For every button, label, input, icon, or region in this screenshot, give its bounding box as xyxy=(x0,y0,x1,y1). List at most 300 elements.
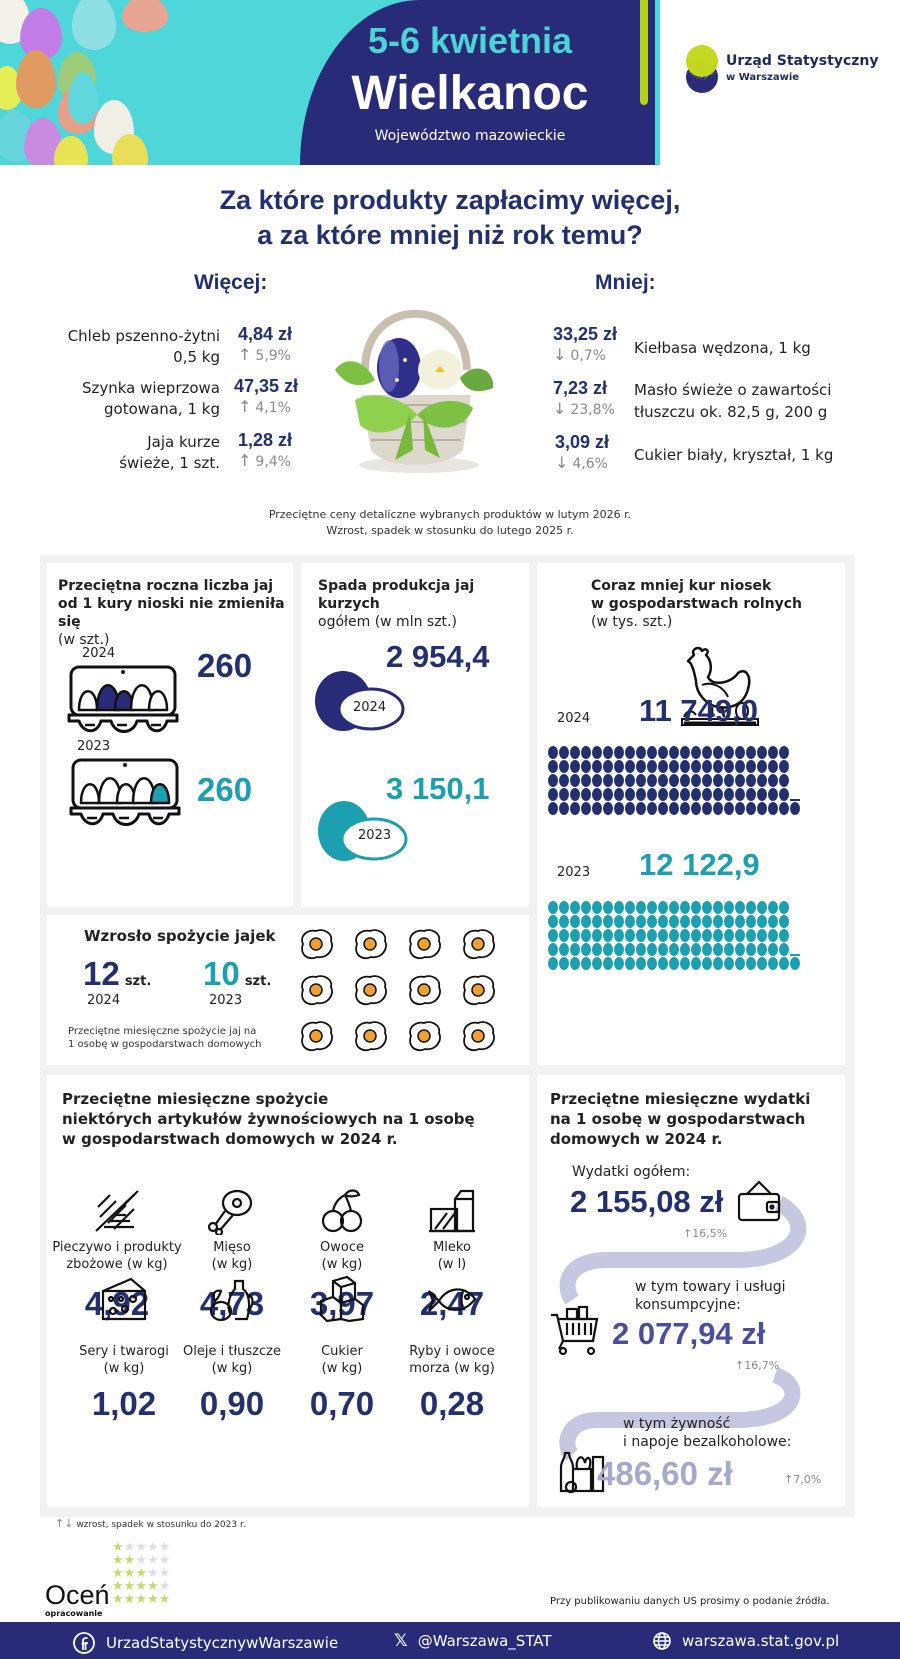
star-icon: ★ xyxy=(135,1553,147,1568)
hen-dot xyxy=(691,788,701,801)
logo-city: w Warszawie xyxy=(726,72,800,83)
hen-dot xyxy=(691,915,701,928)
year-label: 2023 xyxy=(77,739,111,754)
hen-dot xyxy=(647,901,657,914)
cherries-icon xyxy=(315,1187,369,1235)
hen-dot xyxy=(625,929,635,942)
fried-egg-icon xyxy=(405,1019,443,1053)
hen-dot xyxy=(779,774,789,787)
hen-dot xyxy=(625,760,635,773)
hen-dot xyxy=(625,746,635,759)
hen-dot xyxy=(680,774,690,787)
fried-eggs-pictogram xyxy=(297,927,517,1065)
food-item-milk: Mleko (w l) 2,47 xyxy=(397,1187,507,1323)
star-icon: ★ xyxy=(112,1566,124,1581)
hen-dot xyxy=(669,929,679,942)
less-item-label: Masło świeże o zawartości tłuszczu ok. 82,5 g, 200 g xyxy=(634,381,832,421)
food-value: 2,47 xyxy=(419,1285,485,1322)
hen-dot xyxy=(614,774,624,787)
meat-icon xyxy=(205,1187,259,1235)
fried-egg-icon xyxy=(351,973,389,1007)
oil-icon xyxy=(205,1275,259,1323)
twitter-link[interactable]: 𝕏 @Warszawa_STAT xyxy=(394,1631,552,1651)
hen-dot xyxy=(724,929,734,942)
card-title: od 1 kury nioski nie zmieniła się xyxy=(58,596,285,630)
fried-egg-icon xyxy=(351,1019,389,1053)
hen-dot xyxy=(779,929,789,942)
hen-dot xyxy=(790,802,800,815)
hen-dot xyxy=(603,929,613,942)
prices-question xyxy=(0,183,900,253)
hens-2023-pictogram xyxy=(548,901,801,971)
us-logo-icon xyxy=(684,44,724,96)
hen-dot xyxy=(581,802,591,815)
star-icon: ★ xyxy=(135,1592,147,1607)
more-item-price: 47,35 zł ↑ 4,1% xyxy=(234,376,299,416)
fried-egg-icon xyxy=(297,973,335,1007)
eggs-per-hen-value: 260 xyxy=(197,647,253,684)
hen-dot xyxy=(570,929,580,942)
fried-egg-icon xyxy=(405,973,443,1007)
hen-dot xyxy=(680,915,690,928)
hen-dot xyxy=(779,760,789,773)
hen-dot xyxy=(636,774,646,787)
egg-consumption-card xyxy=(47,915,529,1065)
hen-dot xyxy=(548,760,558,773)
hen-dot xyxy=(581,915,591,928)
card-title: Przeciętne miesięczne spożycie xyxy=(62,1090,329,1108)
website-link[interactable]: warszawa.stat.gov.pl xyxy=(652,1631,839,1651)
hen-dot xyxy=(691,802,701,815)
star-icon: ★ xyxy=(123,1553,136,1568)
hen-dot xyxy=(713,788,723,801)
facebook-link[interactable]: UrzadStatystycznywWarszawie xyxy=(72,1631,338,1655)
hen-dot xyxy=(669,746,679,759)
food-item-oils: Oleje i tłuszcze (w kg) 0,90 xyxy=(177,1275,287,1423)
hen-dot xyxy=(790,799,800,801)
hen-dot xyxy=(559,957,569,970)
question-line-1: Za które produkty zapłacimy więcej, xyxy=(219,185,681,215)
year-label: 2024 xyxy=(557,711,591,726)
card-title: Wzrosło spożycie jajek xyxy=(84,927,276,945)
hen-dot xyxy=(790,929,800,942)
change-legend: ↑↓ wzrost, spadek w stosunku do 2023 r. xyxy=(55,1517,246,1530)
hen-dot xyxy=(735,788,745,801)
hen-dot xyxy=(702,901,712,914)
sugar-cubes-icon xyxy=(315,1275,369,1323)
less-item-label: Cukier biały, kryształ, 1 kg xyxy=(634,446,834,464)
year-label: 2024 xyxy=(82,646,116,661)
star-icon: ★ xyxy=(112,1540,124,1555)
hen-dot xyxy=(592,957,602,970)
card-unit: (w szt.) xyxy=(58,632,110,648)
star-icon: ★ xyxy=(123,1566,136,1581)
hen-dot xyxy=(724,760,734,773)
hen-dot xyxy=(768,788,778,801)
hen-dot xyxy=(570,788,580,801)
food-label: w tym żywność i napoje bezalkoholowe: xyxy=(623,1416,792,1450)
hen-dot xyxy=(757,760,767,773)
hen-dot xyxy=(779,901,789,914)
hen-dot xyxy=(614,760,624,773)
food-item-meat: Mięso (w kg) 4,73 xyxy=(177,1187,287,1323)
hen-dot xyxy=(636,929,646,942)
egg-carton-icon xyxy=(67,665,179,735)
hen-dot xyxy=(592,802,602,815)
hen-dot xyxy=(559,774,569,787)
hen-dot xyxy=(702,915,712,928)
wheat-icon xyxy=(90,1187,144,1235)
hen-dot xyxy=(746,746,756,759)
hen-dot xyxy=(669,943,679,956)
hen-dot xyxy=(768,746,778,759)
star-icon: ★ xyxy=(123,1579,136,1594)
arrow-down-icon: ↓ xyxy=(555,453,569,472)
hen-dot xyxy=(757,915,767,928)
hen-dot xyxy=(779,788,789,801)
hens-value: 12 122,9 xyxy=(639,847,760,882)
hen-dot xyxy=(636,957,646,970)
hen-dot xyxy=(658,802,668,815)
hen-dot xyxy=(658,915,668,928)
hen-dot xyxy=(658,943,668,956)
footer-bar xyxy=(0,1622,900,1659)
hen-dot xyxy=(724,746,734,759)
hen-dot xyxy=(691,957,701,970)
hen-dot xyxy=(581,957,591,970)
hen-dot xyxy=(691,774,701,787)
food-value: 4,92 xyxy=(84,1285,150,1322)
hen-dot xyxy=(636,746,646,759)
header-title: Wielkanoc xyxy=(351,67,589,120)
hen-dot xyxy=(658,746,668,759)
easter-basket-image xyxy=(335,300,495,475)
hen-dot xyxy=(669,901,679,914)
hen-dot xyxy=(713,929,723,942)
hen-dot xyxy=(768,901,778,914)
hen-dot xyxy=(548,774,558,787)
hen-dot xyxy=(724,901,734,914)
hen-dot xyxy=(724,957,734,970)
arrow-up-icon: ↑ xyxy=(238,451,252,470)
hen-dot xyxy=(570,915,580,928)
card-title: Spada produkcja jaj kurzych xyxy=(318,578,475,612)
consumption-note: Przeciętne miesięczne spożycie jaj na 1 osobę w gospodarstwach domowych xyxy=(68,1026,262,1050)
hen-dot xyxy=(702,746,712,759)
hen-dot xyxy=(680,901,690,914)
hens-value: 11 749,0 xyxy=(639,693,758,728)
hen-dot xyxy=(702,957,712,970)
hen-dot xyxy=(713,943,723,956)
hen-dot xyxy=(735,746,745,759)
hen-dot xyxy=(548,929,558,942)
card-title: domowych w 2024 r. xyxy=(550,1130,723,1148)
hen-dot xyxy=(658,788,668,801)
hen-dot xyxy=(625,774,635,787)
hen-dot xyxy=(614,746,624,759)
hen-dot xyxy=(757,943,767,956)
hen-dot xyxy=(779,746,789,759)
rate-title[interactable]: Oceń xyxy=(45,1580,110,1610)
hen-dot xyxy=(713,901,723,914)
prices-note: Przeciętne ceny detaliczne wybranych produktów w lutym 2026 r. Wzrost, spadek w stosunku do lutego 2025 r. xyxy=(268,508,632,537)
star-icon: ★ xyxy=(123,1592,136,1607)
hen-dot xyxy=(768,957,778,970)
hen-dot xyxy=(570,746,580,759)
star-icon: ★ xyxy=(158,1579,171,1594)
rating-row[interactable] xyxy=(112,1593,182,1606)
hen-dot xyxy=(746,774,756,787)
food-consumption-card xyxy=(47,1075,529,1507)
logo-name: Urząd Statystyczny xyxy=(726,53,879,69)
more-item-label: Jaja kurze świeże, 1 szt. xyxy=(119,433,220,472)
milk-icon xyxy=(425,1187,479,1235)
hen-dot xyxy=(790,746,800,759)
expenses-card xyxy=(537,1075,845,1507)
hen-dot xyxy=(647,802,657,815)
star-icon: ★ xyxy=(146,1540,159,1555)
more-item-label: Chleb pszenno-żytni 0,5 kg xyxy=(67,327,220,366)
food-value: 0,70 xyxy=(309,1385,375,1422)
hen-dot xyxy=(603,760,613,773)
hen-dot xyxy=(669,788,679,801)
hen-dot xyxy=(625,788,635,801)
source-note: Przy publikowaniu danych US prosimy o podanie źródła. xyxy=(550,1596,830,1607)
hen-dot xyxy=(559,915,569,928)
hen-dot xyxy=(614,929,624,942)
hen-dot xyxy=(757,957,767,970)
food-value: 1,02 xyxy=(91,1385,157,1422)
year-label: 2023 xyxy=(557,865,591,880)
star-icon: ★ xyxy=(158,1566,171,1581)
card-title: w gospodarstwach rolnych xyxy=(591,596,803,612)
hen-dot xyxy=(581,943,591,956)
hen-dot xyxy=(735,774,745,787)
hens-2024-pictogram xyxy=(548,746,801,816)
hen-dot xyxy=(757,901,767,914)
hen-dot xyxy=(790,915,800,928)
hen-dot xyxy=(570,943,580,956)
hen-dot xyxy=(581,774,591,787)
hen-dot xyxy=(647,774,657,787)
hen-dot xyxy=(559,788,569,801)
hen-dot xyxy=(614,943,624,956)
hen-dot xyxy=(636,802,646,815)
hen-dot xyxy=(636,760,646,773)
hen-dot xyxy=(658,957,668,970)
hen-dot xyxy=(658,774,668,787)
hen-dot xyxy=(570,957,580,970)
hen-dot xyxy=(790,954,800,956)
star-icon: ★ xyxy=(112,1553,124,1568)
star-icon: ★ xyxy=(146,1579,159,1594)
hen-dot xyxy=(680,802,690,815)
hen-dot xyxy=(548,915,558,928)
hen-dot xyxy=(636,788,646,801)
hen-dot xyxy=(570,774,580,787)
hen-dot xyxy=(647,957,657,970)
hen-dot xyxy=(581,746,591,759)
hen-dot xyxy=(790,774,800,787)
hen-dot xyxy=(768,915,778,928)
hen-dot xyxy=(724,802,734,815)
hen-dot xyxy=(647,915,657,928)
hen-dot xyxy=(735,760,745,773)
hen-dot xyxy=(559,943,569,956)
hen-dot xyxy=(570,901,580,914)
rate-subtitle: opracowanie xyxy=(45,1609,103,1618)
hen-dot xyxy=(691,746,701,759)
arrow-down-icon: ↓ xyxy=(553,399,567,418)
hen-dot xyxy=(636,943,646,956)
hen-dot xyxy=(713,774,723,787)
hen-dot xyxy=(713,802,723,815)
shopping-cart-icon xyxy=(549,1305,601,1357)
hen-dot xyxy=(735,802,745,815)
less-item-price: 7,23 zł ↓ 23,8% xyxy=(553,378,615,418)
hen-dot xyxy=(735,915,745,928)
hen-dot xyxy=(779,943,789,956)
arrow-up-icon: ↑ xyxy=(238,345,252,364)
hen-dot xyxy=(702,760,712,773)
hen-dot xyxy=(757,802,767,815)
rating-stars[interactable] xyxy=(112,1541,182,1606)
fried-egg-icon xyxy=(459,1019,497,1053)
star-icon: ★ xyxy=(158,1553,171,1568)
food-expenses-value: 486,60 zł xyxy=(597,1455,733,1492)
hen-dot xyxy=(658,929,668,942)
hen-dot xyxy=(724,915,734,928)
question-line-2: a za które mniej niż rok temu? xyxy=(257,220,643,250)
hen-dot xyxy=(603,746,613,759)
fried-egg-icon xyxy=(459,927,497,961)
hen-dot xyxy=(691,760,701,773)
hen-dot xyxy=(603,774,613,787)
hen-dot xyxy=(757,774,767,787)
card-title: Coraz mniej kur niosek xyxy=(591,578,772,594)
eggs-per-hen-card xyxy=(47,563,293,907)
card-title: niektórych artykułów żywnościowych na 1 osobę xyxy=(62,1110,475,1128)
hen-dot xyxy=(757,788,767,801)
total-label: Wydatki ogółem: xyxy=(572,1164,691,1180)
hen-dot xyxy=(746,957,756,970)
hen-dot xyxy=(680,929,690,942)
food-value: 0,90 xyxy=(199,1385,265,1422)
arrow-up-icon: ↑ xyxy=(238,397,252,416)
egg-production-card xyxy=(301,563,529,907)
hen-dot xyxy=(625,802,635,815)
less-item-price: 33,25 zł ↓ 0,7% xyxy=(553,324,618,364)
star-icon: ★ xyxy=(146,1553,159,1568)
year-label: 2023 xyxy=(358,828,392,843)
hen-dot xyxy=(548,943,558,956)
food-item-cheese: Sery i twarogi (w kg) 1,02 xyxy=(69,1275,179,1423)
hen-dot xyxy=(581,760,591,773)
hen-dot xyxy=(614,788,624,801)
arrow-down-icon: ↓ xyxy=(553,345,567,364)
hen-dot xyxy=(625,915,635,928)
star-icon: ★ xyxy=(146,1566,159,1581)
hen-dot xyxy=(669,774,679,787)
star-icon: ★ xyxy=(158,1592,171,1607)
hen-dot xyxy=(757,746,767,759)
hen-dot xyxy=(746,760,756,773)
more-item-label: Szynka wieprzowa gotowana, 1 kg xyxy=(81,379,220,418)
hen-dot xyxy=(669,915,679,928)
less-item-label: Kiełbasa wędzona, 1 kg xyxy=(634,339,811,357)
hen-dot xyxy=(669,760,679,773)
goods-label: w tym towary i usługi konsumpcyjne: xyxy=(635,1279,786,1313)
hen-dot xyxy=(614,901,624,914)
hen-dot xyxy=(724,774,734,787)
hen-dot xyxy=(702,943,712,956)
consumption-2023: 10 szt. 2023 xyxy=(203,955,272,1008)
hen-dot xyxy=(768,760,778,773)
hen-dot xyxy=(724,943,734,956)
hen-dot xyxy=(669,957,679,970)
hen-dot xyxy=(691,929,701,942)
hen-dot xyxy=(548,901,558,914)
hen-dot xyxy=(636,915,646,928)
hen-dot xyxy=(559,760,569,773)
hen-dot xyxy=(625,901,635,914)
hen-dot xyxy=(790,957,800,970)
wallet-icon xyxy=(737,1180,783,1222)
hen-dot xyxy=(581,929,591,942)
food-item-sugar: Cukier (w kg) 0,70 xyxy=(287,1275,397,1423)
hen-dot xyxy=(768,774,778,787)
hen-dot xyxy=(790,760,800,773)
year-label: 2024 xyxy=(353,700,387,715)
star-icon: ★ xyxy=(123,1540,136,1555)
hen-dot xyxy=(702,929,712,942)
food-item-fish: Ryby i owoce morza (w kg) 0,28 xyxy=(397,1275,507,1423)
hen-dot xyxy=(779,802,789,815)
hen-dot xyxy=(592,760,602,773)
hen-dot xyxy=(592,929,602,942)
hen-dot xyxy=(625,943,635,956)
hen-dot xyxy=(680,788,690,801)
hen-dot xyxy=(702,802,712,815)
hen-dot xyxy=(768,802,778,815)
hen-dot xyxy=(702,788,712,801)
star-icon: ★ xyxy=(112,1592,124,1607)
hen-dot xyxy=(757,929,767,942)
food-item-fruit: Owoce (w kg) 3,97 xyxy=(287,1187,397,1323)
hen-dot xyxy=(779,957,789,970)
goods-value: 2 077,94 zł xyxy=(612,1316,766,1351)
hen-dot xyxy=(746,802,756,815)
more-item-price: 4,84 zł ↑ 5,9% xyxy=(238,324,293,364)
hen-dot xyxy=(559,746,569,759)
facebook-icon xyxy=(72,1631,96,1655)
star-icon: ★ xyxy=(146,1592,159,1607)
hen-dot xyxy=(647,943,657,956)
hen-dot xyxy=(559,802,569,815)
x-icon: 𝕏 xyxy=(394,1631,408,1651)
hen-dot xyxy=(746,929,756,942)
fried-egg-icon xyxy=(297,927,335,961)
star-icon: ★ xyxy=(158,1540,171,1555)
less-item-price: 3,09 zł ↓ 4,6% xyxy=(555,432,610,472)
food-value: 3,97 xyxy=(309,1285,375,1322)
header-date: 5-6 kwietnia xyxy=(367,20,573,61)
hen-dot xyxy=(746,788,756,801)
egg-carton-icon xyxy=(69,758,181,828)
hen-dot xyxy=(735,901,745,914)
arrow-up-icon: ↑ xyxy=(683,1227,693,1240)
hen-dot xyxy=(636,901,646,914)
